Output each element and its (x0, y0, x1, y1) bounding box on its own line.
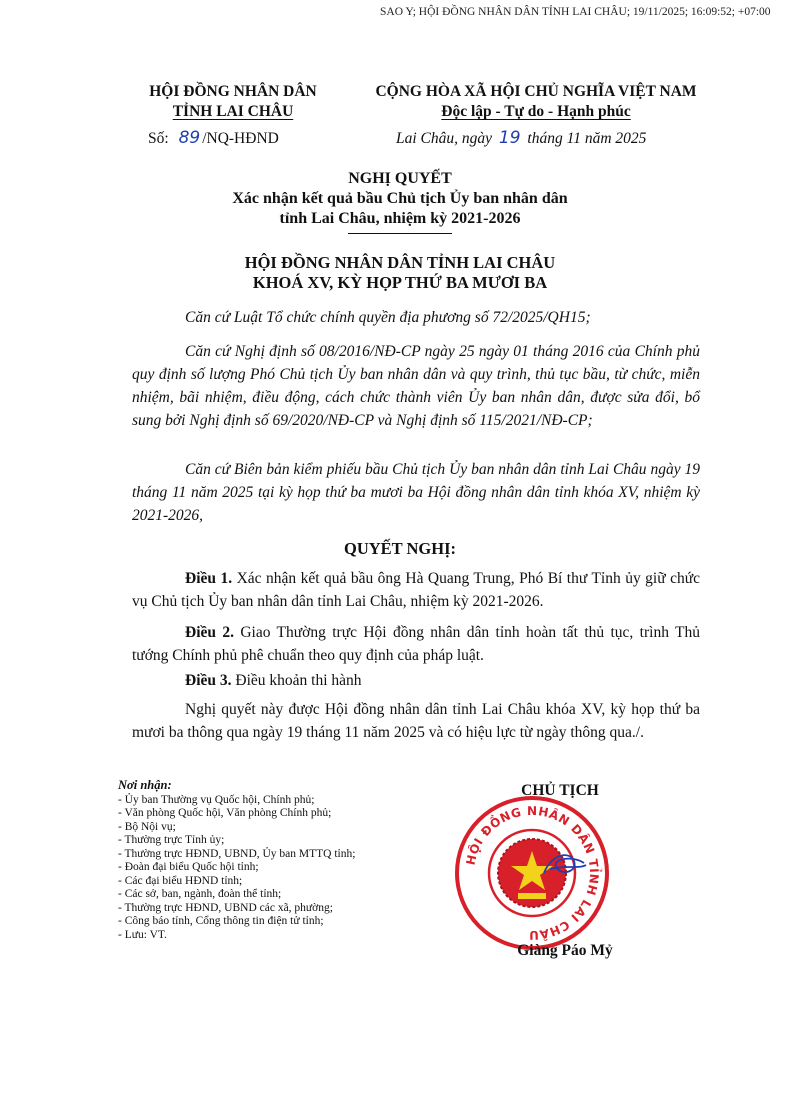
recipient-item: - Đoàn đại biểu Quốc hội tỉnh; (118, 861, 259, 873)
subject-line2: tỉnh Lai Châu, nhiệm kỳ 2021-2026 (279, 210, 521, 227)
basis-3: Căn cứ Biên bản kiểm phiếu bầu Chủ tịch Ủy ban nhân dân tỉnh Lai Châu ngày 19 tháng 11 năm 2025 tại kỳ họp thứ ba mươi ba Hội đồng nhân dân tỉnh khóa XV, nhiệm kỳ 2021-2026, (132, 461, 700, 524)
title-divider (348, 233, 452, 234)
date-suffix: tháng 11 năm 2025 (527, 130, 647, 147)
recipient-item: - Thường trực HĐND, UBND, Ủy ban MTTQ tỉnh; (118, 847, 356, 860)
signer-name: Giàng Páo Mỷ (517, 942, 613, 959)
recipient-item: - Các đại biểu HĐND tỉnh; (118, 874, 243, 887)
national-emblem-icon (498, 839, 566, 907)
article-3 (132, 669, 700, 692)
issuer-block (100, 253, 700, 293)
issuer-line2: KHOÁ XV, KỲ HỌP THỨ BA MƯƠI BA (252, 273, 548, 292)
date-day-handwritten: 19 (498, 128, 521, 148)
article-1-label: Điều 1. (185, 570, 233, 587)
article-2-label: Điều 2. (185, 624, 234, 641)
nation-title: CỘNG HÒA XÃ HỘI CHỦ NGHĨA VIỆT NAM (375, 83, 697, 100)
number-handwritten: 89 (178, 128, 201, 148)
agency-line1: HỘI ĐỒNG NHÂN DÂN (149, 83, 317, 100)
article-1-text: Xác nhận kết quả bầu ông Hà Quang Trung, Phó Bí thư Tỉnh ủy giữ chức vụ Chủ tịch Ủy ban nhân dân tỉnh Lai Châu, nhiệm kỳ 2021-2026. (132, 570, 700, 610)
recipient-item: - Văn phòng Quốc hội, Văn phòng Chính phủ; (118, 807, 332, 819)
document-type: NGHỊ QUYẾT (348, 170, 452, 187)
seal-text: HỘI ĐỒNG NHÂN DÂN TỈNH LAI CHÂU (463, 803, 602, 943)
agency-name (128, 82, 338, 122)
national-header (356, 82, 716, 122)
issuer-line1: HỘI ĐỒNG NHÂN DÂN TỈNH LAI CHÂU (244, 253, 556, 272)
official-seal (452, 793, 612, 953)
national-motto: Độc lập - Tự do - Hạnh phúc (441, 103, 631, 120)
recipient-item: - Các sở, ban, ngành, đoàn thể tỉnh; (118, 888, 282, 900)
article-2 (132, 621, 700, 667)
closing-paragraph: Nghị quyết này được Hội đồng nhân dân tỉnh Lai Châu khóa XV, kỳ họp thứ ba mươi ba thông qua ngày 19 tháng 11 năm 2025 và có hiệu lực từ ngày thông qua./. (132, 701, 700, 741)
signer-role: CHỦ TỊCH (521, 782, 599, 799)
article-1 (132, 567, 700, 613)
date-prefix: Lai Châu, ngày (396, 130, 493, 147)
article-3-label: Điều 3. (185, 672, 232, 689)
decision-heading: QUYẾT NGHỊ: (343, 539, 456, 558)
copy-stamp: SAO Y; HỘI ĐỒNG NHÂN DÂN TỈNH LAI CHÂU; 19/11/2025; 16:09:52; +07:00 (380, 6, 771, 18)
subject-line1: Xác nhận kết quả bầu Chủ tịch Ủy ban nhân dân (232, 190, 568, 207)
recipient-item: - Ủy ban Thường vụ Quốc hội, Chính phủ; (118, 793, 315, 806)
basis-2: Căn cứ Nghị định số 08/2016/NĐ-CP ngày 25 ngày 01 tháng 2016 của Chính phủ quy định số lượng Phó Chủ tịch Ủy ban nhân dân và quy trình, thủ tục bầu, từ chức, miễn nhiệm, bãi nhiệm, điều động, cách chức thành viên Ủy ban nhân dân, được sửa đổi, bổ sung bởi Nghị định số 69/2020/NĐ-CP và Nghị định số 115/2021/NĐ-CP; (132, 343, 700, 429)
recipient-item: - Thường trực Tỉnh ủy; (118, 834, 225, 846)
recipients-block (118, 779, 458, 942)
article-2-text: Giao Thường trực Hội đồng nhân dân tỉnh hoàn tất thủ tục, trình Thủ tướng Chính phủ phê chuẩn theo quy định của pháp luật. (132, 624, 700, 664)
agency-line2: TỈNH LAI CHÂU (172, 103, 294, 120)
number-prefix: Số: (148, 130, 169, 147)
number-suffix: /NQ-HĐND (202, 130, 279, 147)
recipient-item: - Công báo tỉnh, Cổng thông tin điện tử tỉnh; (118, 915, 324, 927)
document-number (148, 128, 348, 148)
recipients-title: Nơi nhận: (118, 778, 172, 792)
recipient-item: - Lưu: VT. (118, 928, 167, 941)
recipient-item: - Thường trực HĐND, UBND các xã, phường; (118, 901, 333, 914)
document-title-block (100, 169, 700, 229)
recipient-item: - Bộ Nội vụ; (118, 820, 176, 833)
issue-date (396, 128, 696, 148)
basis-1: Căn cứ Luật Tổ chức chính quyền địa phương số 72/2025/QH15; (185, 309, 591, 326)
article-3-text: Điều khoản thi hành (235, 672, 362, 689)
